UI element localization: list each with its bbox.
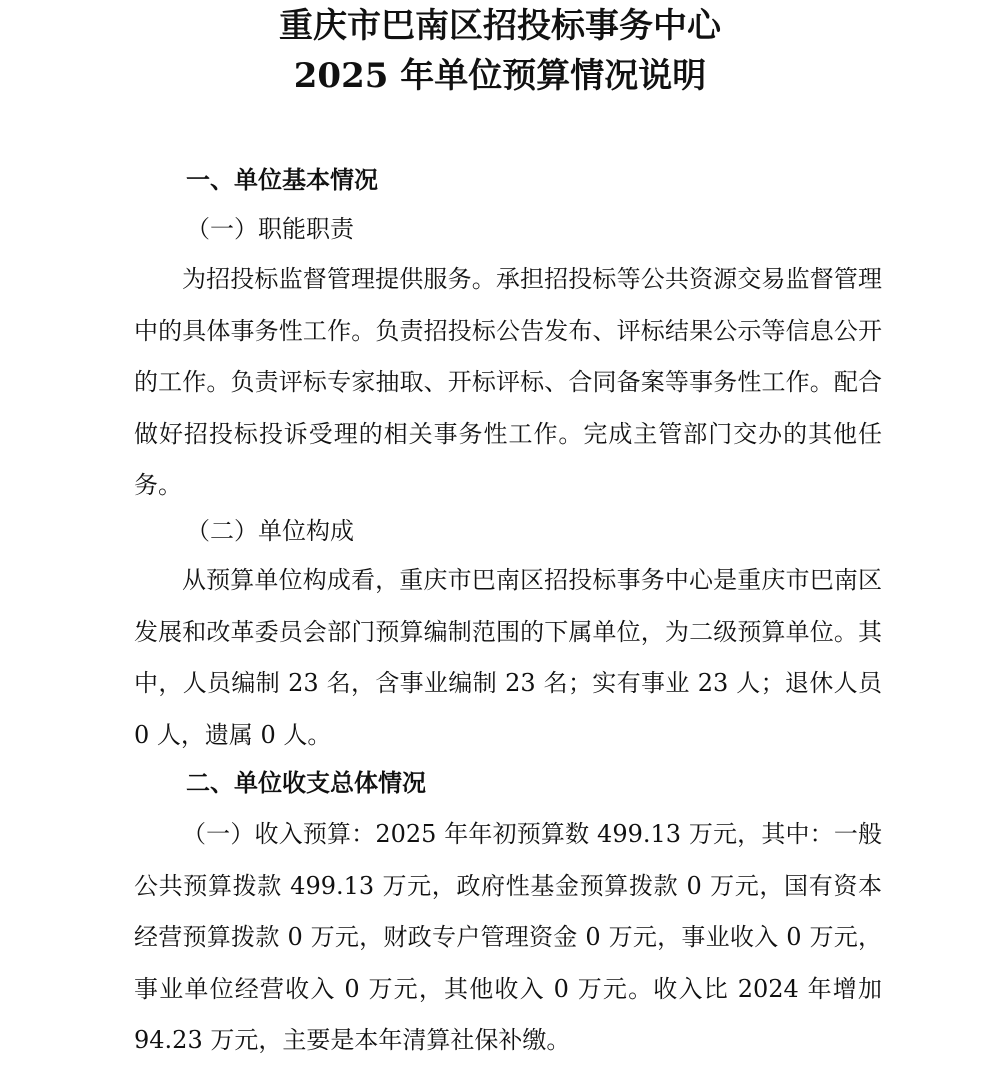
subsection-heading-income-budget: （一）收入预算：	[182, 820, 376, 848]
paragraph-composition: 从预算单位构成看，重庆市巴南区招投标事务中心是重庆市巴南区发展和改革委员会部门预算编制范围的下属单位，为二级预算单位。其中，人员编制 23 名，含事业编制 23 名；实有事业 23 人；退休人员 0 人，遗属 0 人。	[134, 566, 882, 749]
document-title-line2: 2025 年单位预算情况说明	[293, 56, 707, 96]
paragraph-income-budget	[134, 809, 882, 1067]
subsection-heading-composition: （二）单位构成	[186, 517, 354, 545]
section-heading-budget-overview: 二、单位收支总体情况	[186, 769, 426, 797]
paragraph-duties: 为招投标监督管理提供服务。承担招投标等公共资源交易监督管理中的具体事务性工作。负责招投标公告发布、评标结果公示等信息公开的工作。负责评标专家抽取、开标评标、合同备案等事务性工作。配合做好招投标投诉受理的相关事务性工作。完成主管部门交办的其他任务。	[134, 265, 882, 499]
section-heading-basic-info: 一、单位基本情况	[186, 166, 378, 194]
subsection-heading-duties: （一）职能职责	[186, 215, 354, 243]
document-title-line1: 重庆市巴南区招投标事务中心	[279, 6, 721, 46]
income-budget-text: 2025 年年初预算数 499.13 万元，其中：一般公共预算拨款 499.13 万元，政府性基金预算拨款 0 万元，国有资本经营预算拨款 0 万元，财政专户管理资金 0 万元，事业收入 0 万元，事业单位经营收入 0 万元，其他收入 0 万元。收入比 2024 年增加 94.23 万元，主要是本年清算社保补缴。	[134, 820, 882, 1054]
